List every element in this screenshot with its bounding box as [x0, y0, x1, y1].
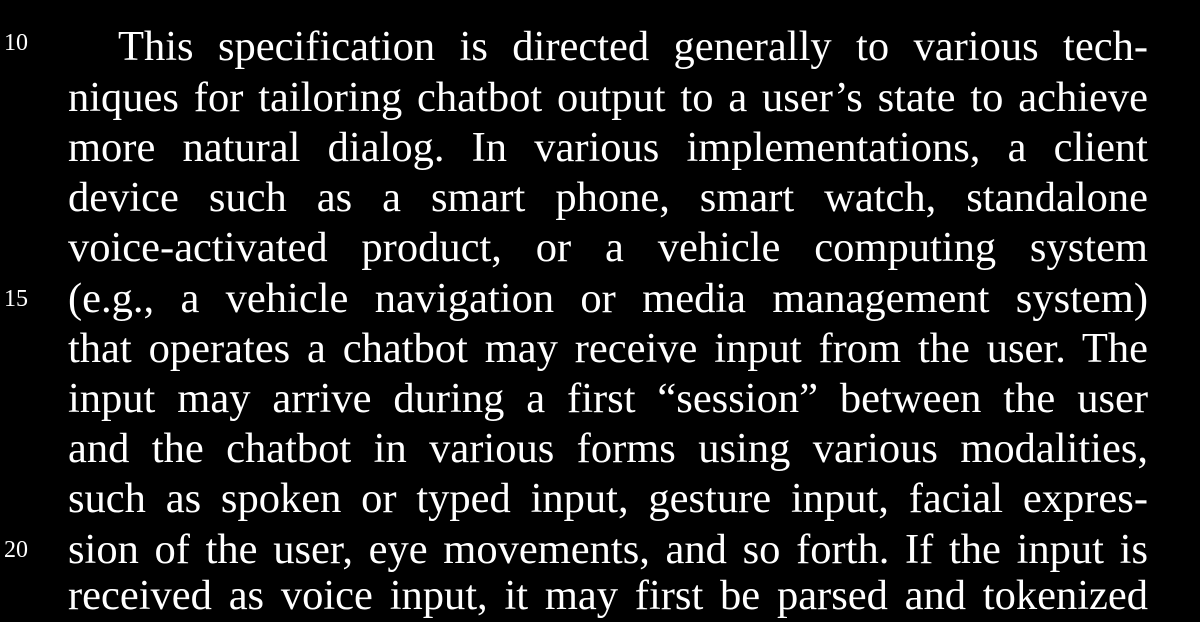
text-line-7: that operates a chatbot may receive input from the user. The: [68, 325, 1148, 372]
text-line-1: This specification is directed generally to various tech-: [118, 23, 1148, 70]
line-number-15: 15: [4, 286, 28, 312]
text-line-4: device such as a smart phone, smart watch, standalone: [68, 174, 1148, 221]
text-line-9: and the chatbot in various forms using various modalities,: [68, 425, 1148, 472]
text-line-2: niques for tailoring chatbot output to a user’s state to achieve: [68, 74, 1148, 121]
text-line-12-text: received as voice input, it may first be parsed and tokenized: [68, 572, 1148, 619]
line-number-20: 20: [4, 537, 28, 563]
text-line-10: such as spoken or typed input, gesture input, facial expres-: [68, 475, 1148, 522]
text-line-12-partial: [68, 570, 1148, 619]
text-line-8: input may arrive during a first “session” between the user: [68, 375, 1148, 422]
line-number-10: 10: [4, 30, 28, 56]
text-line-3: more natural dialog. In various implementations, a client: [68, 124, 1148, 171]
text-line-11: sion of the user, eye movements, and so forth. If the input is: [68, 526, 1148, 573]
text-line-6: (e.g., a vehicle navigation or media management system): [68, 275, 1148, 322]
text-line-5: voice-activated product, or a vehicle computing system: [68, 224, 1148, 271]
